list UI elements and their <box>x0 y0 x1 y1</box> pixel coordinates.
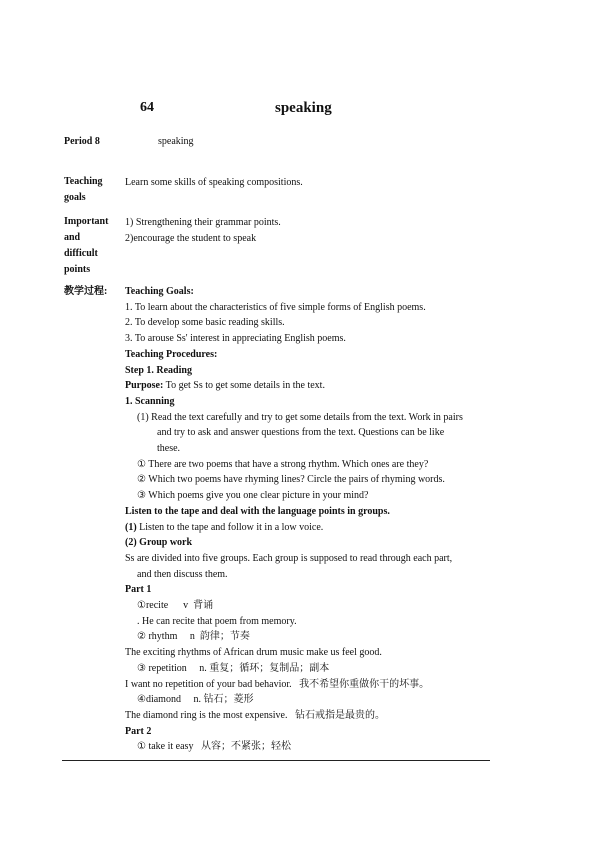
part2-item: ① take it easy 从容；不紧张；轻松 <box>137 741 291 753</box>
group-work-heading: (2) Group work <box>125 537 193 549</box>
process-content <box>125 284 487 755</box>
teaching-goals-label <box>64 174 103 206</box>
question-item: ③ Which poems give you one clear picture in your mind? <box>137 490 369 502</box>
period-value: speaking <box>158 136 194 147</box>
part2-heading: Part 2 <box>125 725 152 737</box>
teaching-goals-label-line: goals <box>64 192 86 203</box>
listen-heading: Listen to the tape and deal with the language points in groups. <box>125 505 390 517</box>
goal-item: 2. To develop some basic reading skills. <box>125 317 285 329</box>
process-label: 教学过程: <box>64 286 108 297</box>
vocab-example: . He can recite that poem from memory. <box>137 615 297 627</box>
group-work-text: Ss are divided into five groups. Each group is supposed to read through each part, <box>125 552 453 564</box>
teaching-goals-label-line: Teaching <box>64 176 103 187</box>
part1-heading: Part 1 <box>125 584 152 596</box>
vocab-entry: ④diamond n. 钻石；菱形 <box>137 694 254 706</box>
scanning-para: these. <box>157 443 181 455</box>
important-point: 1) Strengthening their grammar points. <box>125 217 281 228</box>
group-work-text: and then discuss them. <box>137 568 228 580</box>
teaching-goals-text: Learn some skills of speaking compositions. <box>125 177 303 188</box>
vocab-example: The diamond ring is the most expensive. 钻石戒指是最贵的。 <box>125 709 385 721</box>
important-label-line: points <box>64 264 91 275</box>
vocab-entry: ② rhythm n 韵律；节奏 <box>137 631 250 643</box>
vocab-entry: ①recite v 背诵 <box>137 600 214 612</box>
important-label-line: difficult <box>64 248 98 259</box>
question-item: ② Which two poems have rhyming lines? Circle the pairs of rhyming words. <box>137 474 445 486</box>
goal-item: 1. To learn about the characteristics of five simple forms of English poems. <box>125 301 426 313</box>
important-point: 2)encourage the student to speak <box>125 232 257 244</box>
scanning-para: and try to ask and answer questions from the text. Questions can be like <box>157 427 445 439</box>
vocab-example: I want no repetition of your bad behavior. 我不希望你重做你干的坏事。 <box>125 678 430 690</box>
question-item: ① There are two poems that have a strong rhythm. Which ones are they? <box>137 458 429 470</box>
step1-heading: Step 1. Reading <box>125 364 192 376</box>
vocab-example: The exciting rhythms of African drum music make us feel good. <box>125 647 382 659</box>
scanning-para: (1) Read the text carefully and try to get some details from the text. Work in pairs <box>137 411 463 423</box>
purpose-text: To get Ss to get some details in the text. <box>163 380 325 392</box>
important-points-list <box>125 215 281 246</box>
listen-item <box>125 520 487 536</box>
procedures-heading: Teaching Procedures: <box>125 348 218 360</box>
vocab-entry: ③ repetition n. 重复；循环；复制品；副本 <box>137 662 330 674</box>
goals-heading: Teaching Goals: <box>125 286 194 297</box>
important-label-line: Important <box>64 216 109 227</box>
purpose-line <box>125 378 487 394</box>
important-label-line: and <box>64 232 81 243</box>
scanning-heading: 1. Scanning <box>125 395 175 407</box>
page-bottom-rule <box>62 760 490 761</box>
goal-item: 3. To arouse Ss' interest in appreciating English poems. <box>125 333 346 345</box>
important-points-label <box>64 214 108 278</box>
listen-item-number: (1) <box>125 521 137 533</box>
period-label: Period 8 <box>64 136 100 147</box>
listen-item-text: Listen to the tape and follow it in a low voice. <box>136 521 324 533</box>
lesson-number: 64 <box>140 100 154 115</box>
purpose-label: Purpose: <box>125 380 164 392</box>
lesson-title: speaking <box>275 100 332 116</box>
